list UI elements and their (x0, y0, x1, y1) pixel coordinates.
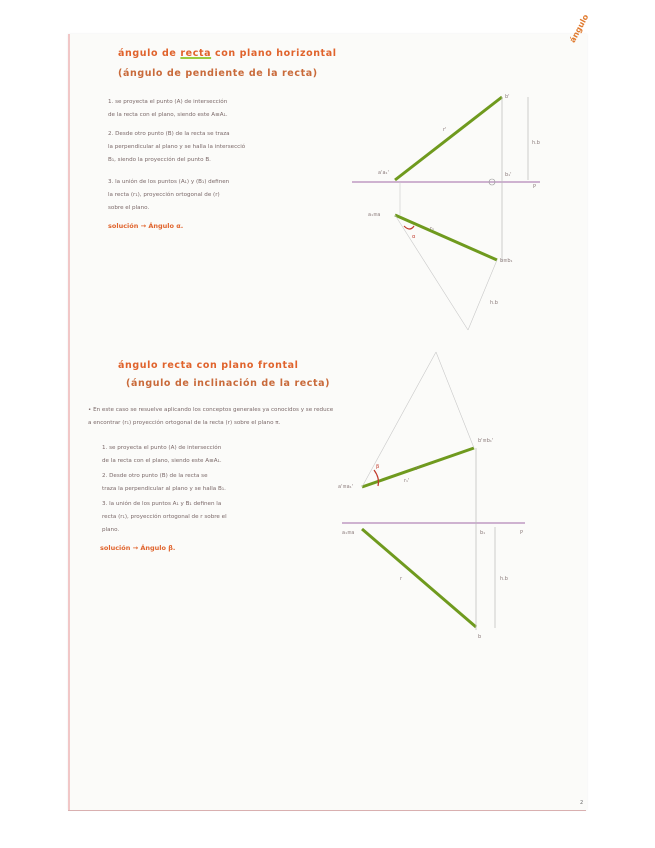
title-part-1: ángulo de (118, 48, 181, 59)
section1-subtitle: (ángulo de pendiente de la recta) (118, 68, 318, 79)
step-line: traza la perpendicular al plano y se halla B₁. (102, 486, 226, 492)
label-b1-prime: b₁' (505, 172, 512, 178)
recta-r1 (395, 215, 497, 260)
intro-line: a encontrar (r₁) proyección ortogonal de la recta (r) sobre el plano π. (88, 420, 281, 426)
step-line: 3. la unión de los puntos (A₁) y (B₁) definen (108, 179, 230, 185)
step-line: B₁, siendo la proyección del punto B. (108, 157, 211, 163)
step-line: 2. Desde otro punto (B) de la recta se (102, 473, 208, 479)
step-line: sobre el plano. (108, 205, 150, 211)
diagram-2 (342, 352, 525, 630)
corner-tab-text: ángulo (568, 12, 591, 45)
step-line: plano. (102, 527, 120, 533)
label-hb: h.b (532, 140, 540, 146)
label-b1: b₁ (480, 530, 486, 536)
step-line: 1. se proyecta el punto (A) de intersección (108, 99, 228, 105)
label-a1: a₁≡a (368, 212, 381, 218)
label-r: r (400, 576, 403, 582)
step-line: 2. Desde otro punto (B) de la recta se traza (108, 131, 230, 137)
construction-line (436, 352, 474, 448)
label-b-prime: b'≡b₁' (478, 438, 494, 444)
section2-solution: solución → Ángulo β. (100, 544, 176, 552)
label-r1-prime: r₁' (404, 478, 410, 484)
label-P: P (520, 530, 524, 536)
label-P: P (533, 184, 537, 190)
title-part-recta: recta (180, 48, 212, 59)
step-line: de la recta con el plano, siendo este A≡A₁. (108, 112, 228, 118)
section2-subtitle: (ángulo de inclinación de la recta) (126, 378, 331, 389)
step-line: 1. se proyecta el punto (A) de intersección (102, 445, 222, 451)
construction-line (468, 260, 497, 330)
section1-solution: solución → Ángulo α. (108, 222, 184, 230)
label-hb-lower: h.b (490, 300, 498, 306)
label-beta: β (376, 464, 380, 470)
step-line: de la recta con el plano, siendo este A≡A₁. (102, 458, 222, 464)
label-r-prime: r' (416, 466, 420, 472)
step-line: recta (r₁), proyección ortogonal de r sobre el (102, 514, 227, 520)
section2-title: ángulo recta con plano frontal (118, 360, 299, 371)
construction-line (362, 352, 436, 487)
recta-r (362, 529, 476, 627)
label-b: b≡b₁ (500, 258, 513, 264)
label-b-prime: b' (505, 94, 510, 100)
intro-line: • En este caso se resuelve aplicando los conceptos generales ya conocidos y se reduce (88, 407, 334, 413)
label-alpha: α (412, 234, 416, 240)
label-r1: r₁ (430, 226, 435, 232)
label-hb: h.b (500, 576, 508, 582)
label-b: b (478, 634, 482, 640)
angle-alpha-arc (404, 226, 414, 229)
label-a1: a₁≡a (342, 530, 355, 536)
step-line: 3. la unión de los puntos A₁ y B₁ definen la (102, 501, 222, 507)
title-part-2: con plano horizontal (211, 48, 337, 59)
recta-r-prime (395, 97, 502, 180)
page-number: 2 (580, 800, 584, 806)
label-r-prime: r' (443, 127, 447, 133)
step-line: la perpendicular al plano y se halla la intersecció (108, 144, 246, 150)
label-a-prime: a'a₁' (378, 170, 389, 176)
step-line: la recta (r₁), proyección ortogonal de (r) (108, 192, 220, 198)
label-a-prime: a'≡a₁' (338, 484, 354, 490)
